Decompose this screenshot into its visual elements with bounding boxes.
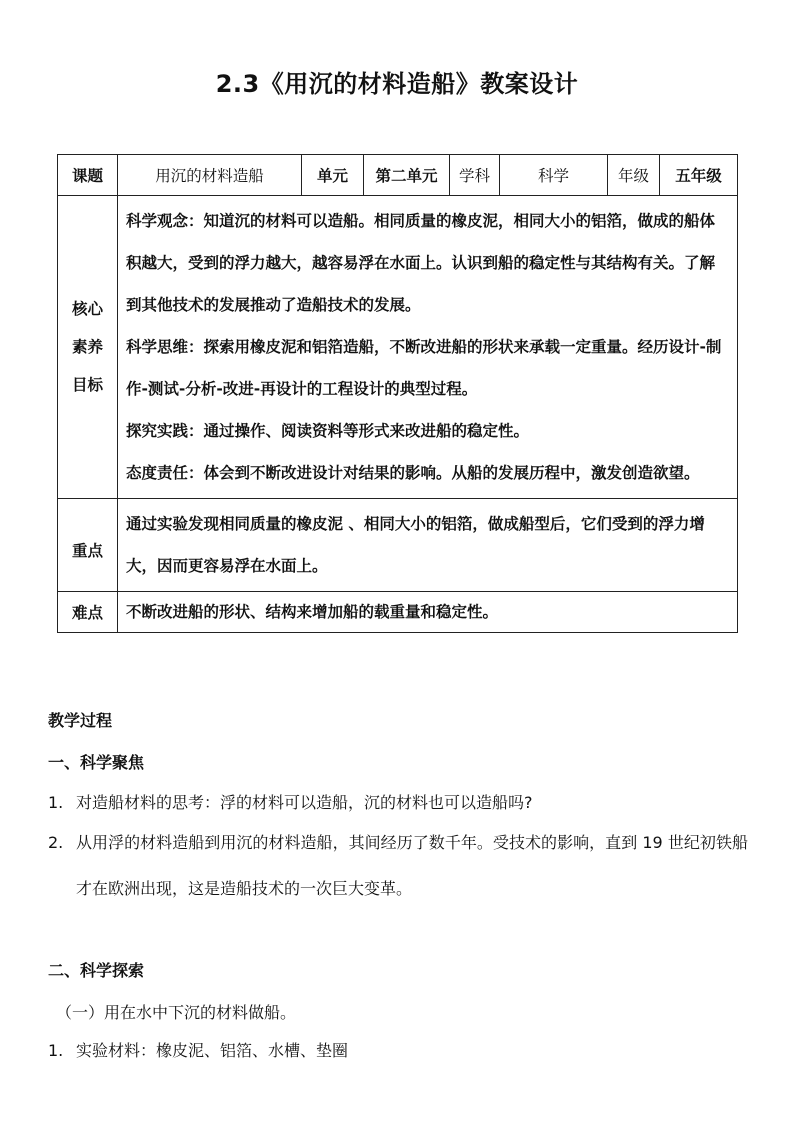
goal-paragraph: 探究实践：通过操作、阅读资料等形式来改进船的稳定性。: [126, 422, 530, 440]
topic-label: 课题: [58, 155, 118, 196]
core-goals-content: [118, 196, 738, 499]
grade-label: 年级: [608, 155, 660, 196]
core-goals-label-line: 素养: [71, 338, 103, 356]
core-goals-label: [58, 196, 118, 499]
key-point-row: [58, 499, 738, 592]
section-1-title: 一、科学聚焦: [48, 753, 145, 772]
goal-paragraph: 科学观念：知道沉的材料可以造船。相同质量的橡皮泥，相同大小的铝箔，做成的船体积越大，受到的浮力越大，越容易浮在水面上。认识到船的稳定性与其结构有关。了解到其他技术的发展推动了造船技术的发展。: [126, 212, 716, 314]
document-title: 2.3《用沉的材料造船》教案设计: [215, 70, 579, 98]
list-item-number: 1.: [48, 1041, 64, 1060]
lesson-info-table: [57, 154, 738, 633]
difficulty-row: [58, 592, 738, 633]
topic-value: 用沉的材料造船: [118, 155, 302, 196]
list-item-number: 1.: [48, 793, 64, 812]
list-item-text: 从用浮的材料造船到用沉的材料造船，其间经历了数千年。受技术的影响，直到 19 世纪初铁船才在欧洲出现，这是造船技术的一次巨大变革。: [76, 833, 748, 898]
unit-label: 单元: [302, 155, 364, 196]
table-header-row: [58, 155, 738, 196]
list-item-text: 对造船材料的思考：浮的材料可以造船，沉的材料也可以造船吗?: [76, 793, 533, 812]
difficulty-label: 难点: [58, 592, 118, 633]
key-point-text: 通过实验发现相同质量的橡皮泥 、相同大小的铝箔，做成船型后，它们受到的浮力增大，因而更容易浮在水面上。: [118, 499, 738, 592]
core-goals-row: [58, 196, 738, 499]
core-goals-label-line: 目标: [71, 376, 103, 394]
list-item: [48, 820, 748, 912]
key-point-label: 重点: [58, 499, 118, 592]
goal-paragraph: 态度责任：体会到不断改进设计对结果的影响。从船的发展历程中，激发创造欲望。: [126, 464, 700, 482]
goal-paragraph: 科学思维：探索用橡皮泥和铝箔造船，不断改进船的形状来承载一定重量。经历设计-制作-测试-分析-改进-再设计的工程设计的典型过程。: [126, 338, 722, 398]
subject-value: 科学: [500, 155, 608, 196]
unit-value: 第二单元: [364, 155, 450, 196]
subsection-title: （一）用在水中下沉的材料做船。: [56, 1003, 297, 1022]
list-item-text: 实验材料：橡皮泥、铝箔、水槽、垫圈: [76, 1041, 349, 1060]
subject-label: 学科: [450, 155, 500, 196]
core-goals-label-line: 核心: [71, 300, 103, 318]
section-2-title: 二、科学探索: [48, 961, 145, 980]
list-item: [48, 1028, 748, 1074]
difficulty-text: 不断改进船的形状、结构来增加船的载重量和稳定性。: [118, 592, 738, 633]
list-item-number: 2.: [48, 833, 64, 852]
process-heading: 教学过程: [48, 711, 113, 730]
grade-value: 五年级: [660, 155, 738, 196]
